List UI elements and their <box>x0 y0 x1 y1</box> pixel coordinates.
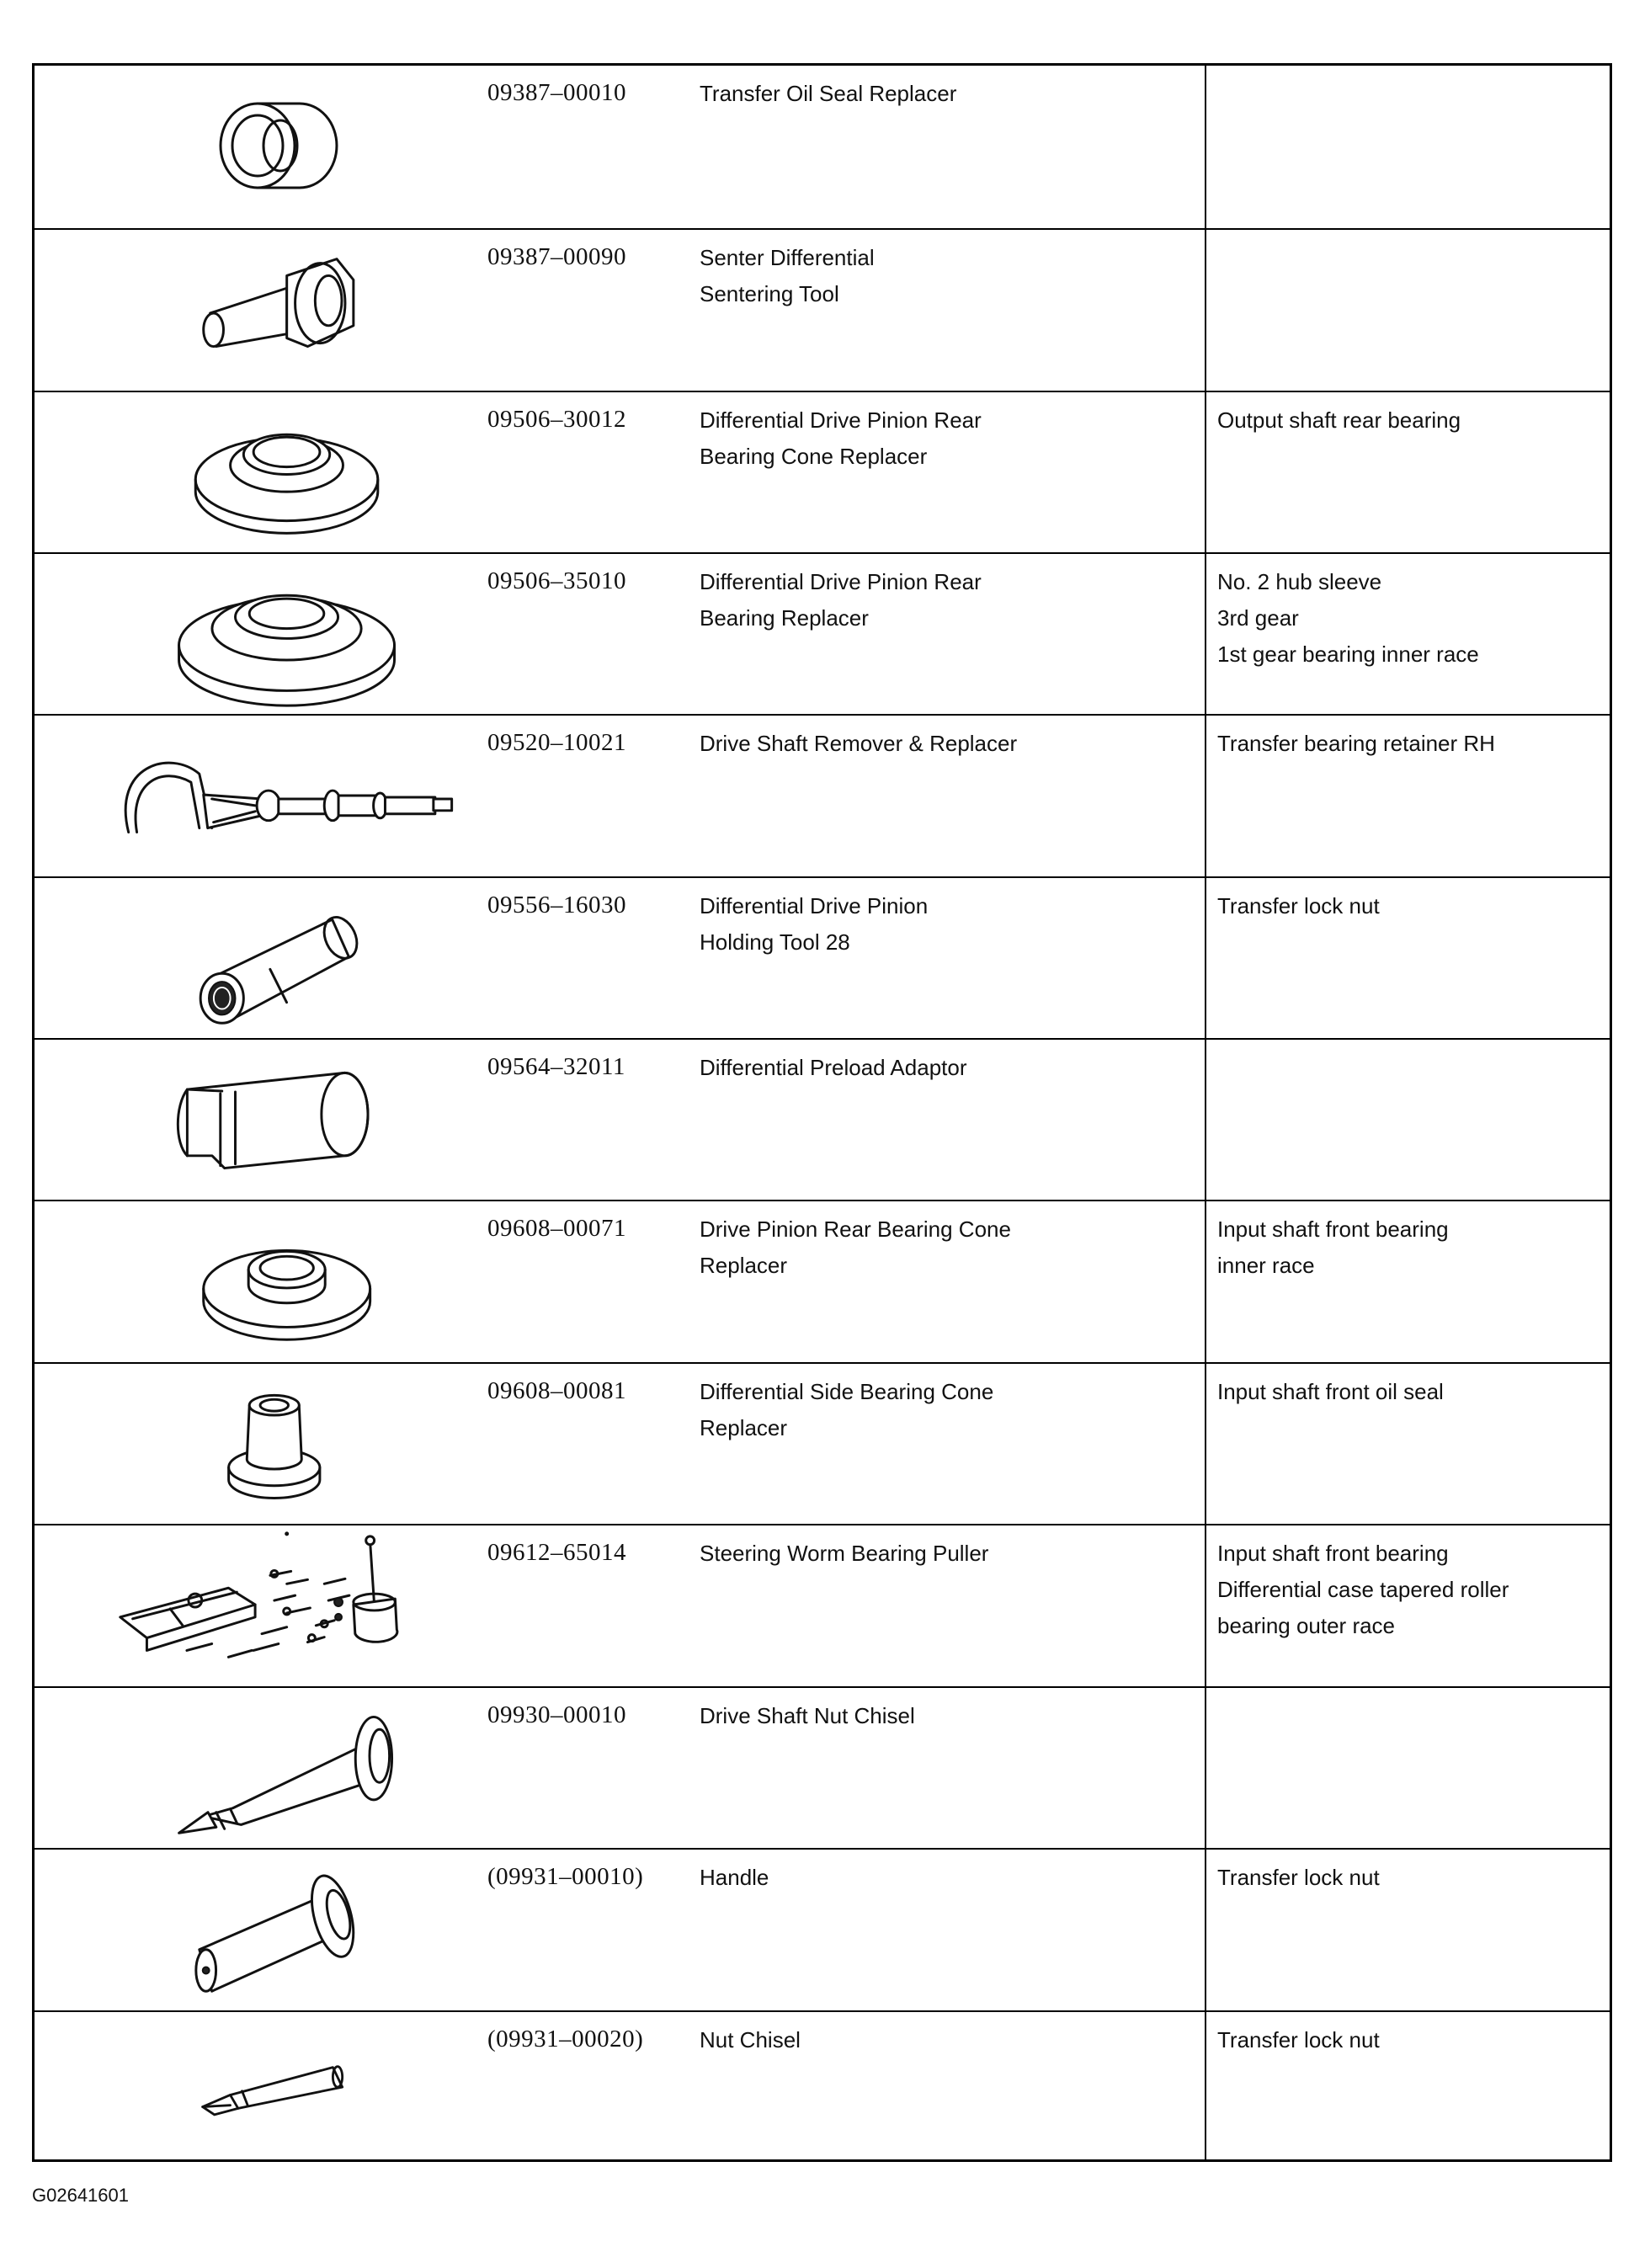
tool-description-line: Drive Shaft Remover & Replacer <box>700 731 1018 756</box>
table-row <box>35 2010 1610 2164</box>
tool-description <box>700 1050 1222 1086</box>
drive-pinion-cone-replacer-disc-icon <box>35 1201 489 1362</box>
tool-description-line: Bearing Cone Replacer <box>700 444 928 469</box>
table-row <box>35 876 1610 1038</box>
part-number: 09564–32011 <box>487 1053 625 1080</box>
preload-adaptor-sleeve-icon <box>35 1040 489 1200</box>
tool-description <box>700 1536 1222 1572</box>
tool-description <box>700 402 1222 475</box>
tool-application-line: No. 2 hub sleeve <box>1217 569 1382 594</box>
bearing-replacer-large-disc-icon <box>35 554 489 714</box>
table-row <box>35 391 1610 552</box>
tool-application-line: Output shaft rear bearing <box>1217 407 1461 433</box>
tool-application-note <box>1217 564 1613 673</box>
tool-application-line: Transfer lock nut <box>1217 1865 1380 1890</box>
tool-application-line: inner race <box>1217 1253 1315 1278</box>
tool-application-note <box>1217 1374 1613 1410</box>
part-number: 09612–65014 <box>487 1539 626 1566</box>
part-number: 09387–00090 <box>487 243 626 270</box>
bearing-cone-replacer-disc-icon <box>35 392 489 552</box>
oil-seal-replacer-ring-icon <box>35 66 489 228</box>
part-number: 09520–10021 <box>487 729 626 756</box>
side-bearing-cone-replacer-icon <box>35 1364 489 1524</box>
nut-chisel-bit-icon <box>35 2012 489 2164</box>
tool-application-note <box>1217 2022 1613 2058</box>
tool-description-line: Holding Tool 28 <box>700 929 850 955</box>
tool-description-line: Differential Drive Pinion Rear <box>700 569 982 594</box>
tool-description <box>700 76 1222 112</box>
tool-application-line: 1st gear bearing inner race <box>1217 642 1479 667</box>
bearing-replacer-large-disc-icon <box>35 554 489 714</box>
bearing-cone-replacer-disc-icon <box>35 392 489 552</box>
preload-adaptor-sleeve-icon <box>35 1040 489 1200</box>
table-row <box>35 1362 1610 1524</box>
tool-description-line: Handle <box>700 1865 769 1890</box>
centering-tool-pin-icon <box>35 230 489 391</box>
part-number: 09387–00010 <box>487 79 626 106</box>
special-tools-table <box>32 63 1612 2162</box>
tool-application-note <box>1217 1536 1613 1644</box>
part-number: 09506–30012 <box>487 406 626 433</box>
part-number: 09506–35010 <box>487 567 626 594</box>
tool-description <box>700 888 1222 961</box>
table-row <box>35 1524 1610 1686</box>
tool-description <box>700 2022 1222 2058</box>
tool-description <box>700 564 1222 636</box>
tool-description-line: Nut Chisel <box>700 2027 801 2052</box>
tool-description-line: Differential Preload Adaptor <box>700 1055 967 1080</box>
centering-tool-pin-icon <box>35 230 489 391</box>
drive-shaft-remover-assembly-icon <box>35 716 489 876</box>
handle-icon <box>35 1850 489 2010</box>
tool-description-line: Drive Shaft Nut Chisel <box>700 1703 915 1728</box>
tool-description-line: Sentering Tool <box>700 281 839 306</box>
part-number: (09931–00010) <box>487 1863 644 1890</box>
tool-description <box>700 1374 1222 1446</box>
nut-chisel-with-handle-icon <box>35 1688 489 1848</box>
pinion-holding-socket-icon <box>35 878 489 1038</box>
tool-application-line: Transfer lock nut <box>1217 893 1380 918</box>
table-row <box>35 1686 1610 1848</box>
tool-description-line: Replacer <box>700 1415 788 1440</box>
drive-shaft-remover-assembly-icon <box>35 716 489 876</box>
tool-application-line: Differential case tapered roller <box>1217 1577 1509 1602</box>
table-row <box>35 714 1610 876</box>
tool-application-note <box>1217 402 1613 439</box>
tool-description-line: Differential Side Bearing Cone <box>700 1379 994 1404</box>
tool-application-note <box>1217 1860 1613 1896</box>
side-bearing-cone-replacer-icon <box>35 1364 489 1524</box>
tool-description <box>700 726 1222 762</box>
tool-application-line: Input shaft front bearing <box>1217 1541 1449 1566</box>
tool-application-line: Input shaft front bearing <box>1217 1217 1449 1242</box>
tool-application-line: bearing outer race <box>1217 1613 1396 1638</box>
tool-description-line: Senter Differential <box>700 245 875 270</box>
part-number: 09930–00010 <box>487 1701 626 1728</box>
tool-description-line: Replacer <box>700 1253 788 1278</box>
handle-icon <box>35 1850 489 2010</box>
table-row <box>35 1848 1610 2010</box>
oil-seal-replacer-ring-icon <box>35 66 489 228</box>
part-number: 09608–00071 <box>487 1215 626 1242</box>
nut-chisel-bit-icon <box>35 2012 489 2164</box>
bearing-puller-kit-icon <box>35 1525 489 1686</box>
tool-description <box>700 1698 1222 1734</box>
drive-pinion-cone-replacer-disc-icon <box>35 1201 489 1362</box>
tool-application-note <box>1217 726 1613 762</box>
tool-description <box>700 1860 1222 1896</box>
table-row <box>35 1200 1610 1362</box>
table-row <box>35 66 1610 228</box>
part-number: 09556–16030 <box>487 892 626 918</box>
tool-application-line: 3rd gear <box>1217 605 1299 631</box>
tool-description <box>700 1211 1222 1284</box>
pinion-holding-socket-icon <box>35 878 489 1038</box>
tool-application-note <box>1217 1211 1613 1284</box>
nut-chisel-with-handle-icon <box>35 1688 489 1848</box>
table-row <box>35 1038 1610 1200</box>
part-number: (09931–00020) <box>487 2026 644 2052</box>
tool-application-note <box>1217 888 1613 924</box>
tool-application-line: Input shaft front oil seal <box>1217 1379 1444 1404</box>
tool-description-line: Drive Pinion Rear Bearing Cone <box>700 1217 1011 1242</box>
tool-description-line: Differential Drive Pinion <box>700 893 929 918</box>
table-row <box>35 552 1610 714</box>
bearing-puller-kit-icon <box>35 1525 489 1686</box>
tool-description-line: Bearing Replacer <box>700 605 869 631</box>
tool-application-line: Transfer bearing retainer RH <box>1217 731 1495 756</box>
part-number: 09608–00081 <box>487 1377 626 1404</box>
tool-application-line: Transfer lock nut <box>1217 2027 1380 2052</box>
tool-description-line: Steering Worm Bearing Puller <box>700 1541 989 1566</box>
tool-description-line: Transfer Oil Seal Replacer <box>700 81 957 106</box>
tool-description <box>700 240 1222 312</box>
figure-code: G02641601 <box>32 2185 129 2206</box>
table-row <box>35 228 1610 391</box>
tool-description-line: Differential Drive Pinion Rear <box>700 407 982 433</box>
